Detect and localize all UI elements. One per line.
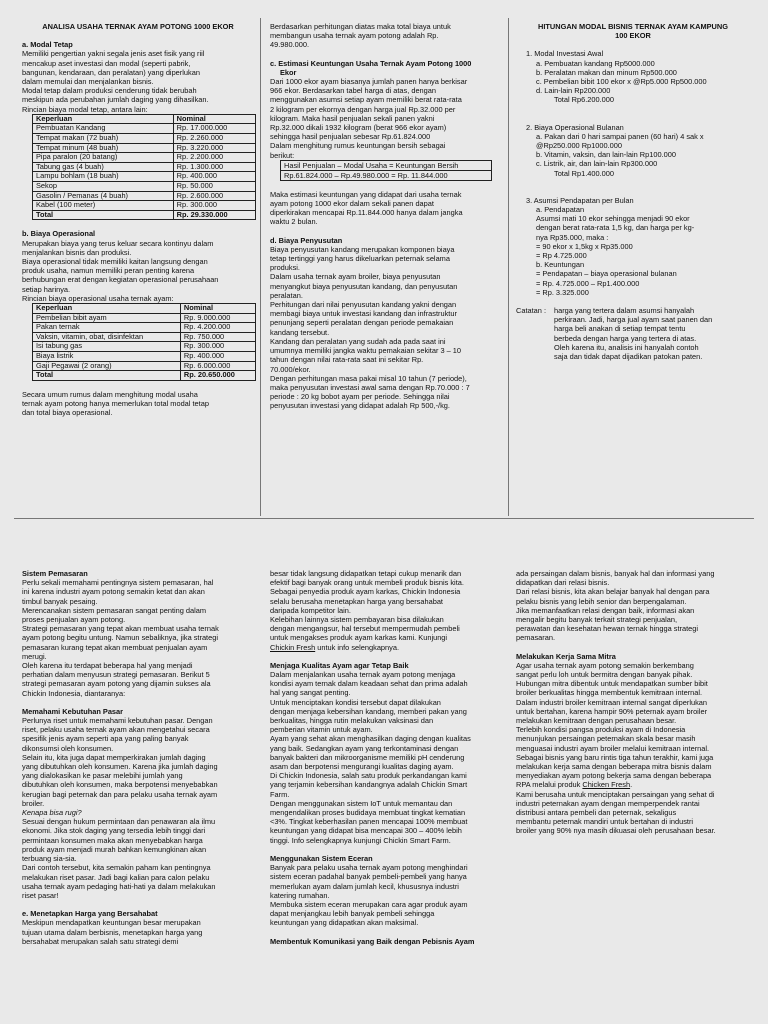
list-item: b. Vitamin, vaksin, dan lain-lain Rp100.000: [536, 150, 676, 160]
text-line: keuntungan yang didapat bisa mencapai 300 – 400% lebih: [270, 826, 462, 836]
harga-heading: e. Menetapkan Harga yang Bersahabat: [22, 909, 158, 919]
text-line: perawatan dan kesehatan hewan ternak hingga strategi: [516, 624, 699, 634]
text-line: pemberian vitamin untuk ayam.: [270, 725, 373, 735]
text-line: Dalam menghitung rumus keuntungan bersih sebagai: [270, 141, 446, 151]
text-line: membantu peternak mandiri untuk bertahan di industri: [516, 817, 694, 827]
table-cell: Pembelian bibit ayam: [33, 313, 181, 323]
text-line: Dalam industri broiler kemitraan internal sangat diperlukan: [516, 697, 708, 707]
table-header-cell: Nominal: [180, 303, 255, 313]
kenapa-question: Kenapa bisa rugi?: [22, 808, 82, 818]
text-line: selalu berusaha menetapkan harga yang bersahabat: [270, 596, 443, 606]
text-line: membagi biaya untuk investasi kandang dan infrastruktur: [270, 309, 457, 319]
text-line: menunjukan persaingan peternakan skala besar masih: [516, 734, 696, 744]
text-line: Perlunya riset untuk memahami kebutuhan pasar. Dengan: [22, 716, 213, 726]
text-line: Banyak para pelaku usaha ternak ayam potong menghindari: [270, 863, 468, 873]
doc-title: ANALISA USAHA TERNAK AYAM POTONG 1000 EKOR: [42, 22, 234, 31]
text-line: saja dan tidak dapat dijadikan patokan paten.: [554, 352, 703, 362]
list-item: dengan berat rata-rata 1,5 kg, dan harga per kg-: [536, 223, 695, 233]
list-item: = Rp 4.725.000: [536, 251, 587, 261]
text-line: melakukan kerja sama dengan beberapa mitra bisnis dalam: [516, 762, 712, 772]
kampung-title: HITUNGAN MODAL BISNIS TERNAK AYAM KAMPUNG: [538, 22, 728, 31]
table-row: [33, 201, 256, 211]
text-line: kandang tersebut.: [270, 327, 330, 337]
text-line: produksi.: [270, 263, 300, 273]
text-line: melakukan kemitraan dengan perusahaan besar.: [516, 716, 677, 726]
list-item: @Rp250.000 Rp1000.000: [536, 141, 622, 151]
text-line: dapat menjangkau lebih banyak pembeli sehingga: [270, 909, 435, 919]
table-row: [33, 323, 256, 333]
biaya-operasional-heading: b. Biaya Operasional: [22, 229, 96, 239]
text-line: Berdasarkan perhitungan diatas maka total biaya untuk: [270, 22, 451, 31]
text-line: periode : 20 kg bobot ayam per periode. Sehingga nilai: [270, 392, 450, 402]
text-line: Rincian biaya operasional usaha ternak ayam:: [22, 293, 174, 303]
text-line: Dari relasi bisnis, kita akan belajar banyak hal dengan para: [516, 587, 710, 597]
text-line: Perhitungan dari nilai penyusutan kandang yakni dengan: [270, 300, 457, 310]
list-item: = Rp. 3.325.000: [536, 287, 589, 297]
text-line: berkualitas, hingga rutin melakukan vaksinasi dan: [270, 716, 434, 726]
table-row: [33, 181, 256, 191]
text-line: dengan mengangsur, hal tersebut mempermudah pembeli: [270, 624, 460, 634]
text-line: Dalam menjalankan usaha ternak ayam potong menjaga: [270, 670, 456, 680]
text-line: berbeda dengan harga yang tertera di atas.: [554, 333, 697, 343]
table-cell: Rp. 300.000: [180, 342, 255, 352]
text-line: ternak ayam potong hanya memerlukan total modal tetap: [22, 398, 209, 408]
text-line: 966 ekor. Berdasarkan tabel harga di atas, dengan: [270, 86, 436, 96]
text-line: Hubungan mitra dibentuk untuk mendapatkan sumber bibit: [516, 679, 708, 689]
text-line: kilogram. Maka hasil penjualan sekali panen yakni: [270, 113, 435, 123]
text-line: produk usaha, namun memiliki peran penting karena: [22, 266, 195, 276]
text-line: Merencanakan sistem pemasaran sangat penting dalam: [22, 605, 207, 615]
table-cell: Rp. 4.200.000: [180, 323, 255, 333]
text-line: permintaan konsumen maka akan menyebabkan harga: [22, 835, 203, 845]
text-line: berhubungan erat dengan kegiatan operasional perusahaan: [22, 275, 219, 285]
modal-tetap-heading: a. Modal Tetap: [22, 40, 73, 50]
text-line: Ayam yang sehat akan menghasilkan daging dengan kualitas: [270, 734, 471, 744]
table-cell: Rp. 300.000: [173, 201, 255, 211]
text-line: produk ayam menjadi murah bahkan kemungkinan akan: [22, 844, 207, 854]
table-cell: Rp. 400.000: [180, 351, 255, 361]
list-item: a. Pembuatan kandang Rp5000.000: [536, 58, 655, 68]
text-line: keuntungan yang didapatkan akan maksimal.: [270, 918, 419, 928]
text-line: usaha ternak ayam pedaging hati-hati ya dalam melakukan: [22, 881, 216, 891]
table-row: [33, 153, 256, 163]
text-line: untuk mengakses produk ayam karkas kami. Kunjungi: [270, 633, 448, 643]
table-cell: Vaksin, vitamin, obat, disinfektan: [33, 332, 181, 342]
text-line: proses penjualan ayam potong.: [22, 615, 126, 625]
table-cell: Rp. 17.000.000: [173, 124, 255, 134]
text-line: membangun usaha ternak ayam potong adalah Rp.: [270, 31, 439, 41]
keuntungan-heading: c. Estimasi Keuntungan Usaha Ternak Ayam Potong 1000: [270, 58, 472, 68]
list-item: Asumsi mati 10 ekor sehingga menjadi 90 ekor: [536, 214, 690, 224]
text-line: Dalam usaha ternak ayam broiler, biaya penyusutan: [270, 272, 441, 282]
text-line: sistem eceran padahal banyak pembeli-pembeli yang hanya: [270, 872, 467, 882]
text-line: menguasai industri ayam broiler melalui kemitraan internal.: [516, 743, 710, 753]
text-line: memerlukan ayam dalam jumlah kecil, khususnya industri: [270, 881, 459, 891]
text-line: terbuang sia-sia.: [22, 854, 77, 864]
text-line: pemasaran.: [516, 633, 556, 643]
table-cell: Pipa paralon (20 batang): [33, 153, 174, 163]
text-line: strategi pemasaran ayam potong yang dijamin sukses ala: [22, 679, 211, 689]
text-line: banyak bakteri dan mikroorganisme memiliki pH cenderung: [270, 752, 465, 762]
table-cell: Kabel (100 meter): [33, 201, 174, 211]
text-line: Selain itu, kita juga dapat memperkirakan jumlah daging: [22, 752, 206, 762]
list-item: = Rp. 4.725.000 – Rp1.400.000: [536, 278, 640, 288]
text-line: yang dibutuhkan oleh konsumen. Karena jika jumlah daging: [22, 762, 218, 772]
text-line: Biaya penyusutan kandang merupakan komponen biaya: [270, 244, 455, 254]
text-line: Perlu sekali memahami pentingnya sistem pemasaran, hal: [22, 578, 214, 588]
text-line: kerugian bagi peternak dan para pelaku usaha ternak ayam: [22, 789, 218, 799]
text-line: katering rumahan.: [270, 890, 330, 900]
text-line: dalam memulai dan menjalankan bisnis.: [22, 77, 154, 87]
text-line: merugi.: [22, 651, 47, 661]
text-line: umumnya memiliki jangka waktu pemakaian sekitar 3 – 10: [270, 346, 462, 356]
text-line: industri peternakan ayam dengan memperpendek rantai: [516, 798, 700, 808]
text-line: yang terjamin kebersihan kandangnya adalah Chickin Smart: [270, 780, 468, 790]
text-line: harga yang tertera dalam asumsi hanyalah: [554, 306, 695, 316]
text-line: [270, 643, 502, 652]
text-line: perhatian dalam menyusun strategi pemasaran. Berikut 5: [22, 670, 210, 680]
text-line: tahun dengan nilai rata-rata saat ini sekitar Rp.: [270, 355, 424, 365]
table-total-label: Total: [33, 210, 174, 220]
text-line: waktu 2 bulan.: [270, 217, 318, 227]
text-line: Secara umum rumus dalam menghitung modal usaha: [22, 389, 198, 399]
list-item: b. Keuntungan: [536, 260, 585, 270]
penyusutan-heading: d. Biaya Penyusutan: [270, 235, 343, 245]
list-item: c. Listrik, air, dan lain-lain Rp300.000: [536, 159, 658, 169]
text-line: spesifik jenis ayam seperti apa yang paling banyak: [22, 734, 189, 744]
list-item: nya Rp35.000, maka :: [536, 232, 609, 242]
formula-line: Rp.61.824.000 – Rp.49.980.000 = Rp. 11.844.000: [284, 170, 448, 180]
section-heading: 3. Asumsi Pendapatan per Bulan: [526, 195, 634, 205]
table-cell: Rp. 2.200.000: [173, 153, 255, 163]
table-cell: Tabung gas (4 buah): [33, 162, 174, 172]
text-line: tinggi. Info selengkapnya kunjungi Chickin Smart Farm.: [270, 835, 451, 845]
table-cell: Rp. 2.260.000: [173, 134, 255, 144]
text-line: 49.980.000.: [270, 40, 310, 50]
column-middle-bottom: [270, 569, 502, 946]
table-cell: Sekop: [33, 181, 174, 191]
biaya-operasional-table: [32, 303, 256, 381]
table-header-cell: Keperluan: [33, 114, 174, 124]
text-span: untuk info selengkapnya.: [315, 642, 400, 652]
section-total: Total Rp1.400.000: [554, 168, 614, 178]
text-line: tetap tertinggi yang harus dikeluarkan peternak selama: [270, 254, 450, 264]
text-line: mencakup aset investasi dan modal (seperti pabrik,: [22, 58, 191, 68]
text-line: setiap harinya.: [22, 284, 71, 294]
text-line: Meskipun mendapatkan keuntungan besar merupakan: [22, 918, 201, 928]
text-span: .: [630, 780, 633, 790]
text-line: diperkirakan mencapai Rp.11.844.000 hanya dalam jangka: [270, 208, 463, 218]
text-line: Strategi pemasaran yang tepat akan membuat usaha ternak: [22, 624, 219, 634]
text-line: perkiraan. Jadi, harga jual ayam saat panen dan: [554, 315, 713, 325]
table-cell: Pakan ternak: [33, 323, 181, 333]
catatan-body: [554, 306, 712, 361]
list-item: d. Lain-lain Rp200.000: [536, 86, 611, 96]
text-line: Terlebih kondisi pangsa produksi ayam di Indonesia: [516, 725, 686, 735]
eceran-heading: Menggunakan Sistem Eceran: [270, 853, 373, 863]
text-line: Merupakan biaya yang terus keluar secara kontinyu dalam: [22, 238, 214, 248]
table-cell: Rp. 3.220.000: [173, 143, 255, 153]
text-line: menyediakan ayam potong bekerja sama dengan beberapa: [516, 771, 712, 781]
column-left-top: [22, 22, 254, 417]
text-line: broiler berkualitas hingga membentuk kemitraan internal.: [516, 688, 703, 698]
column-right-top: [516, 22, 750, 361]
keuntungan-heading-cont: Ekor: [280, 67, 297, 77]
text-line: Chickin Indonesia, diantaranya:: [22, 688, 126, 698]
table-cell: Rp. 1.300.000: [173, 162, 255, 172]
text-line: ayam potong begitu untung. Namun sebaliknya, jika strategi: [22, 633, 218, 643]
text-line: Sebagai bisnis yang baru rintis tiga tahun terakhir, kami juga: [516, 752, 714, 762]
text-line: menjalankan bisnis dan produksi.: [22, 247, 132, 257]
formula-line: Hasil Penjualan – Modal Usaha = Keuntungan Bersih: [281, 161, 491, 171]
text-line: kondisi ayam ternak dalam keadaan sehat dan prima adalah: [270, 679, 468, 689]
text-line: 2 kilogram per ekornya dengan harga jual Rp.32.000 per: [270, 104, 456, 114]
chicken-fresh-link[interactable]: Chicken Fresh: [582, 780, 631, 790]
list-item: c. Pembelian bibit 100 ekor x @Rp5.000 Rp500.000: [536, 77, 707, 87]
text-line: efektif bagi banyak orang untuk membeli produk bisnis kita.: [270, 578, 464, 588]
text-line: 70.000/ekor.: [270, 364, 311, 374]
table-total-row: [33, 371, 256, 381]
komunikasi-heading: Membentuk Komunikasi yang Baik dengan Pebisnis Ayam: [270, 936, 475, 946]
text-line: penyusutan investasi yang didapat adalah Rp 500,-/kg.: [270, 401, 450, 411]
table-total-row: [33, 210, 256, 220]
text-line: Farm.: [270, 789, 290, 799]
text-line: menyangkut biaya penyusutan kandang, dan penyusutan: [270, 281, 458, 291]
column-middle-top: [270, 22, 502, 411]
table-cell: Tempat minum (48 buah): [33, 143, 174, 153]
text-line: [516, 780, 750, 789]
text-line: Kandang dan peralatan yang sudah ada pada saat ini: [270, 336, 446, 346]
chickin-fresh-link[interactable]: Chickin Fresh: [270, 642, 316, 652]
table-cell: Lampu bohlam (18 buah): [33, 172, 174, 182]
text-line: melakukan riset pasar. Jadi bagi kalian para calon pelaku: [22, 872, 210, 882]
text-line: sangat perlu loh untuk bermitra dengan banyak pihak.: [516, 670, 693, 680]
table-cell: Rp. 400.000: [173, 172, 255, 182]
text-line: distribusi antara pembeli dan peternak, sekaligus: [516, 808, 677, 818]
column-left-bottom: [22, 569, 254, 946]
text-line: dibutuhkan oleh konsumen, maka berpotensi menyebabkan: [22, 780, 218, 790]
table-cell: Pembuatan Kandang: [33, 124, 174, 134]
column-divider-right: [508, 18, 509, 516]
list-item: b. Peralatan makan dan minum Rp500.000: [536, 67, 677, 77]
table-total-value: Rp. 20.650.000: [180, 371, 255, 381]
text-line: pemasaran kurang tepat akan membuat penjualan ayam: [22, 642, 208, 652]
table-row: [33, 351, 256, 361]
list-item: = Pendapatan – biaya operasional bulanan: [536, 269, 677, 279]
column-divider-left: [260, 18, 261, 516]
mitra-heading: Melakukan Kerja Sama Mitra: [516, 651, 616, 661]
kebutuhan-heading: Memahami Kebutuhan Pasar: [22, 706, 124, 716]
table-cell: Gasolin / Pemanas (4 buah): [33, 191, 174, 201]
text-span: RPA melalui produk: [516, 780, 583, 790]
text-line: untuk bertahan, karena hampir 90% peternak ayam broiler: [516, 706, 708, 716]
text-line: maka penyusutan investasi awal sama dengan Rp.70.000 : 7: [270, 382, 470, 392]
table-header-row: [33, 303, 256, 313]
table-cell: Rp. 50.000: [173, 181, 255, 191]
table-cell: Tempat makan (72 buah): [33, 134, 174, 144]
text-line: Memiliki pengertian yakni segala jenis aset fisik yang riil: [22, 49, 205, 59]
text-line: Biaya operasional tidak memiliki kaitan langsung dengan: [22, 256, 208, 266]
text-line: Dengan perhitungan masa pakai misal 10 tahun (7 periode),: [270, 373, 467, 383]
table-row: [33, 134, 256, 144]
list-item: a. Pakan dari 0 hari sampai panen (60 hari) 4 sak x: [536, 131, 704, 141]
text-line: yang baik. Sedangkan ayam yang terkontaminasi dengan: [270, 743, 459, 753]
list-item: = 90 ekor x 1,5kg x Rp35.000: [536, 241, 633, 251]
text-line: penunjang seperti peralatan dengan periode pemakaian: [270, 318, 454, 328]
text-line: Oleh karena itu terdapat beberapa hal yang menjadi: [22, 661, 193, 671]
catatan-label: Catatan :: [516, 306, 546, 316]
text-line: Modal tetap dalam produksi cenderung tidak berubah: [22, 86, 197, 96]
text-line: mengendalikan proses budidaya membuat tingkat kematian: [270, 808, 466, 818]
text-line: mengalir begitu banyak terkait strategi penjualan,: [516, 615, 678, 625]
table-cell: Rp. 9.000.000: [180, 313, 255, 323]
text-line: asam dan berpotensi mengurangi kualitas daging ayam.: [270, 762, 454, 772]
modal-tetap-table: [32, 114, 256, 221]
table-cell: Gaji Pegawai (2 orang): [33, 361, 181, 371]
table-row: [33, 172, 256, 182]
text-line: Sesuai dengan hukum permintaan dan penawaran ala ilmu: [22, 817, 216, 827]
text-line: dan total biaya operasional.: [22, 408, 113, 418]
table-total-value: Rp. 29.330.000: [173, 210, 255, 220]
text-line: <3%. Tingkat keberhasilan panen mencapai 100% membuat: [270, 817, 468, 827]
text-line: Maka estimasi keuntungan yang didapat dari usaha ternak: [270, 189, 462, 199]
text-line: Agar usaha ternak ayam potong semakin berkembang: [516, 660, 694, 670]
table-row: [33, 342, 256, 352]
text-line: ada persaingan dalam bisnis, banyak hal dan informasi yang: [516, 569, 715, 578]
text-line: ekonomi. Jika stok daging yang tersedia lebih tinggi dari: [22, 826, 206, 836]
kualitas-heading: Menjaga Kualitas Ayam agar Tetap Baik: [270, 660, 409, 670]
text-line: Di Chickin Indonesia, salah satu produk perkandangan kami: [270, 771, 467, 781]
column-right-bottom: [516, 569, 750, 836]
keuntungan-formula-box: [280, 160, 492, 181]
text-line: Membuka sistem eceran merupakan cara agar produk ayam: [270, 899, 468, 909]
text-line: harga beli anakan di setiap tempat tentu: [554, 324, 686, 334]
table-cell: Biaya listrik: [33, 351, 181, 361]
pemasaran-heading: Sistem Pemasaran: [22, 569, 88, 578]
text-line: dengan menjaga kebersihan kandang, memberi pakan yang: [270, 706, 467, 716]
text-line: Dengan menggunakan sistem IoT untuk memantau dan: [270, 798, 453, 808]
text-line: Kelebihan lainnya sistem pembayaran bisa dilakukan: [270, 615, 444, 625]
text-line: Oleh karena itu, analisis ini hanyalah contoh: [554, 342, 699, 352]
text-line: Sebagai penyedia produk ayam karkas, Chickin Indonesia: [270, 587, 461, 597]
text-line: pelaku bisnis yang lebih senior dan berpengalaman.: [516, 596, 687, 606]
text-line: broiler.: [22, 798, 45, 808]
table-cell: Rp. 6.000.000: [180, 361, 255, 371]
text-line: broiler yang 90% nya masih dikuasai oleh perusahaan besar.: [516, 826, 716, 836]
text-line: meskipun ada perubahan jumlah daging yang dihasilkan.: [22, 95, 209, 105]
table-cell: Isi tabung gas: [33, 342, 181, 352]
text-line: besar tidak langsung didapatkan tetapi cukup menarik dan: [270, 569, 462, 578]
text-line: Dari 1000 ekor ayam biasanya jumlah panen hanya berkisar: [270, 77, 468, 87]
text-line: ini karena industri ayam potong semakin ketat dan akan: [22, 587, 205, 597]
table-header-cell: Keperluan: [33, 303, 181, 313]
text-line: Kami berusaha untuk menciptakan persaingan yang sehat di: [516, 789, 715, 799]
catatan-note: [516, 306, 750, 361]
text-line: tujuan utama dalam berbisnis, menetapkan harga yang: [22, 927, 203, 937]
list-item: a. Pendapatan: [536, 205, 585, 215]
table-header-cell: Nominal: [173, 114, 255, 124]
text-line: ayam potong 1000 ekor dalam sekali panen dapat: [270, 199, 434, 209]
text-line: sehingga hasil penjualan sebesar Rp.61.824.000: [270, 132, 431, 142]
text-line: timbul banyak pesaing.: [22, 596, 98, 606]
text-line: Untuk menciptakan kondisi tersebut dapat dilakukan: [270, 697, 441, 707]
text-line: daripada kompetitor lain.: [270, 605, 351, 615]
text-line: Jika memanfaatkan relasi dengan baik, informasi akan: [516, 605, 695, 615]
section-total: Total Rp6.200.000: [554, 95, 614, 105]
text-line: dikonsumsi oleh konsumen.: [22, 743, 114, 753]
table-total-label: Total: [33, 371, 181, 381]
text-line: hal yang sangat penting.: [270, 688, 351, 698]
page-divider: [14, 518, 754, 519]
text-line: bersahabat merupakan salah satu strategi demi: [22, 936, 179, 946]
table-cell: Rp. 750.000: [180, 332, 255, 342]
text-line: peralatan.: [270, 290, 303, 300]
text-line: menggunakan asumsi setiap ayam memiliki berat rata-rata: [270, 95, 462, 105]
text-line: Rincian biaya modal tetap, antara lain:: [22, 104, 148, 114]
table-cell: Rp. 2.600.000: [173, 191, 255, 201]
kampung-title-cont: 100 EKOR: [615, 31, 651, 41]
section-heading: 2. Biaya Operasional Bulanan: [526, 122, 624, 132]
text-line: Rp.32.000 dikali 1932 kilogram (berat 966 ekor ayam): [270, 123, 447, 133]
text-line: Dari contoh tersebut, kita semakin paham kan pentingnya: [22, 863, 211, 873]
text-line: bangunan, kendaraan, dan peralatan) yang diperlukan: [22, 67, 200, 77]
text-line: riset, pelaku usaha ternak ayam akan mengetahui secara: [22, 725, 210, 735]
text-line: berikut:: [270, 150, 295, 160]
section-heading: 1. Modal Investasi Awal: [526, 49, 604, 59]
text-line: didapatkan dari relasi bisnis.: [516, 578, 610, 588]
text-line: yang dialokasikan ke pasar melebihi jumlah yang: [22, 771, 183, 781]
text-line: riset pasar!: [22, 890, 59, 900]
